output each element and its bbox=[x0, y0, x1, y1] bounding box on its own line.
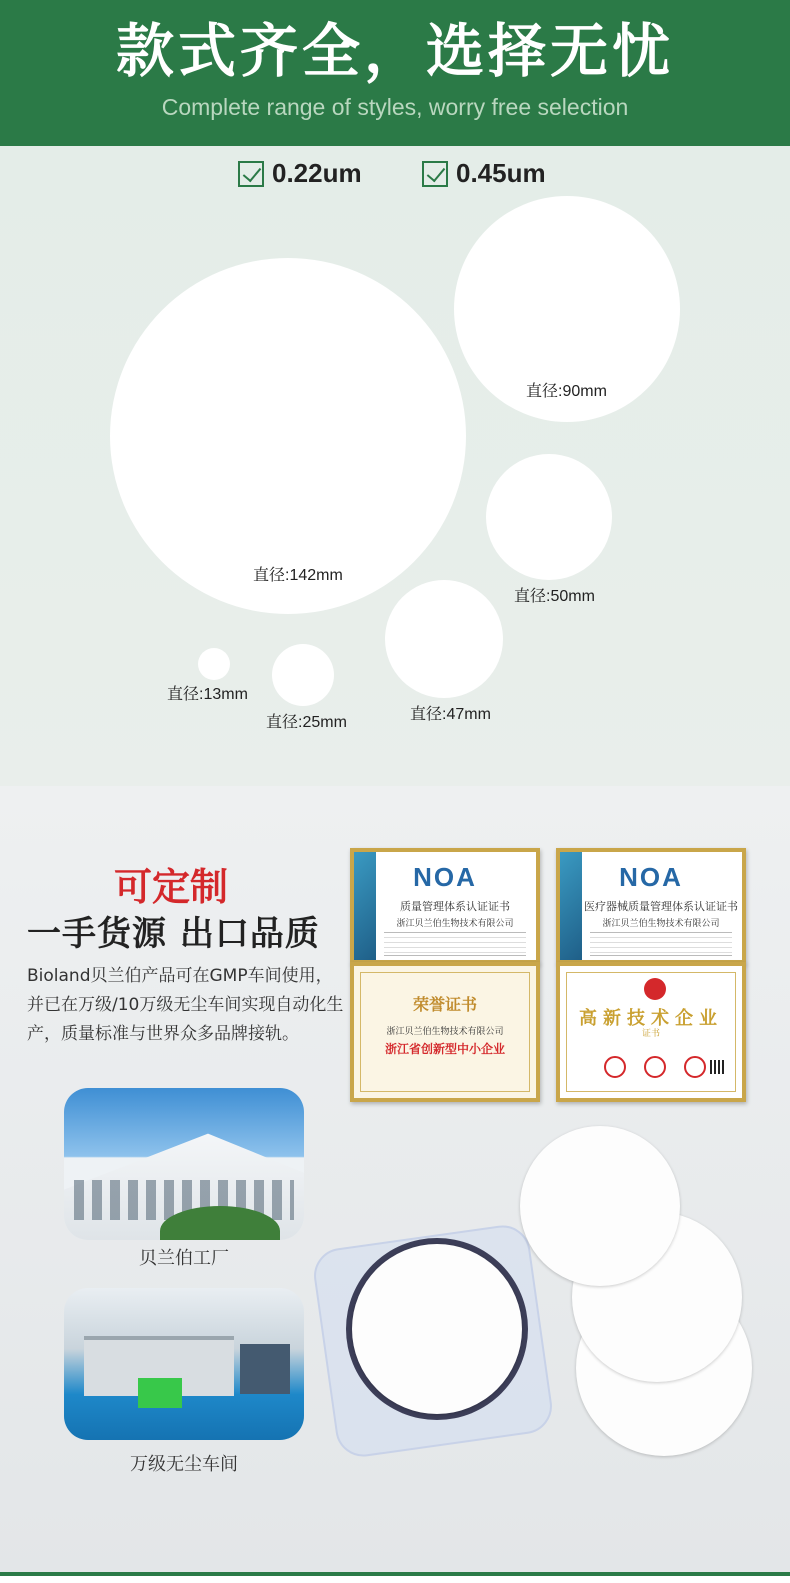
noa-logo: NOA bbox=[413, 862, 477, 892]
membrane-47 bbox=[385, 580, 503, 698]
cert-title: 医疗器械质量管理体系认证证书 bbox=[584, 900, 738, 913]
emblem-icon bbox=[644, 978, 666, 1000]
hitech-title: 高新技术企业 bbox=[579, 1008, 723, 1029]
workshop-caption: 万级无尘车间 bbox=[130, 1454, 238, 1475]
product-photo bbox=[310, 1116, 780, 1476]
label-142: 直径:142mm bbox=[253, 567, 343, 584]
honor-company: 浙江贝兰伯生物技术有限公司 bbox=[386, 1027, 504, 1037]
header-banner bbox=[0, 0, 790, 146]
slogan: 一手货源 出口品质 bbox=[27, 914, 320, 954]
custom-heading: 可定制 bbox=[114, 865, 229, 909]
label-90: 直径:90mm bbox=[526, 383, 607, 400]
label-47: 直径:47mm bbox=[410, 706, 491, 723]
header-title: 款式齐全，选择无忧 bbox=[115, 17, 674, 85]
company-section bbox=[0, 786, 790, 1576]
header-subtitle: Complete range of styles, worry free selection bbox=[161, 94, 629, 120]
honor-award: 浙江省创新型中小企业 bbox=[384, 1042, 505, 1056]
pore-option-022 bbox=[238, 158, 362, 189]
membrane-25 bbox=[272, 644, 334, 706]
seal-icon bbox=[684, 1056, 706, 1078]
pore-label: 0.22um bbox=[272, 158, 362, 188]
qr-code-icon bbox=[710, 1060, 724, 1074]
cert-title: 质量管理体系认证证书 bbox=[400, 900, 510, 913]
certificate-medical bbox=[556, 848, 746, 964]
label-25: 直径:25mm bbox=[266, 714, 347, 731]
certificate-quality bbox=[350, 848, 540, 964]
label-50: 直径:50mm bbox=[514, 588, 595, 605]
cert-company: 浙江贝兰伯生物技术有限公司 bbox=[602, 919, 720, 929]
footer-bar bbox=[0, 1572, 790, 1576]
certificate-hitech bbox=[556, 962, 746, 1102]
sizes-section bbox=[0, 146, 790, 786]
membrane-142 bbox=[110, 258, 466, 614]
cert-company: 浙江贝兰伯生物技术有限公司 bbox=[396, 919, 514, 929]
check-icon bbox=[422, 161, 448, 187]
factory-caption: 贝兰伯工厂 bbox=[139, 1248, 229, 1269]
certificate-honor bbox=[350, 962, 540, 1102]
label-13: 直径:13mm bbox=[167, 686, 248, 703]
seal-icon bbox=[604, 1056, 626, 1078]
noa-logo: NOA bbox=[619, 862, 683, 892]
description: Bioland贝兰伯产品可在GMP车间使用，并已在万级/10万级无尘车间实现自动化生产，质量标准与世界众多品牌接轨。 bbox=[27, 966, 344, 1044]
membrane-50 bbox=[486, 454, 612, 580]
pore-option-045 bbox=[422, 158, 546, 189]
membrane-13 bbox=[198, 648, 230, 680]
hitech-sub: 证书 bbox=[641, 1029, 660, 1039]
pore-label: 0.45um bbox=[456, 158, 546, 188]
check-icon bbox=[238, 161, 264, 187]
honor-title: 荣誉证书 bbox=[412, 995, 477, 1014]
seal-icon bbox=[644, 1056, 666, 1078]
workshop-photo bbox=[64, 1288, 304, 1440]
factory-photo bbox=[64, 1088, 304, 1240]
